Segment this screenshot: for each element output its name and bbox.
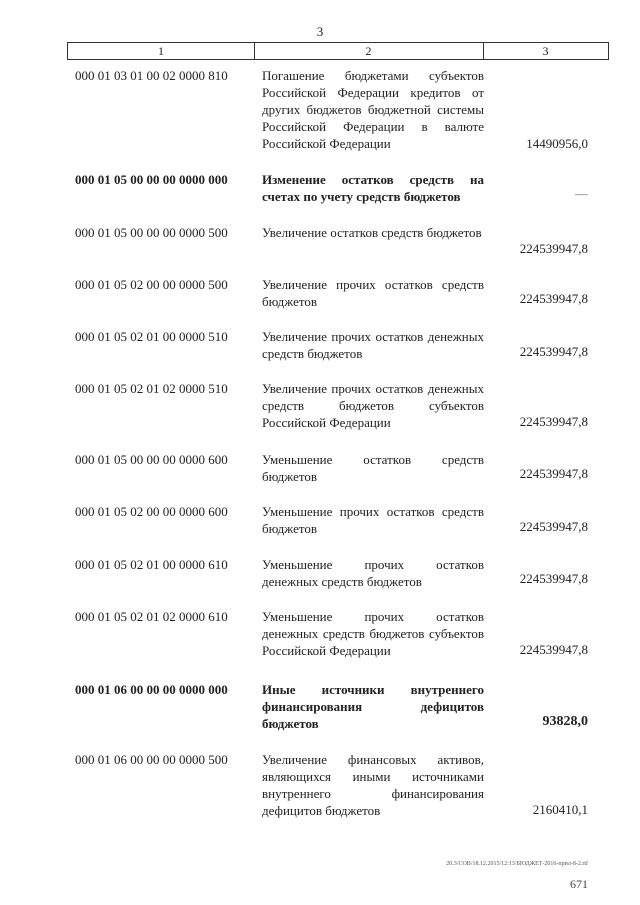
column-header-code: 1 [68, 43, 255, 59]
row-code: 000 01 05 02 01 02 0000 610 [75, 609, 228, 624]
row-description: Увеличение прочих остатков денежных средств бюджетов [262, 329, 484, 361]
row-amount: 224539947,8 [519, 291, 588, 306]
row-amount: 14490956,0 [526, 136, 588, 151]
row-amount: 224539947,8 [519, 571, 588, 586]
footer-page-number: 671 [570, 877, 588, 891]
row-amount: 224539947,8 [519, 241, 588, 256]
row-code: 000 01 05 02 00 00 0000 500 [75, 277, 228, 292]
row-description: Уменьшение прочих остатков средств бюджетов [262, 504, 484, 536]
row-code: 000 01 05 02 00 00 0000 600 [75, 504, 228, 519]
row-description: Уменьшение прочих остатков денежных средств бюджетов субъектов Российской Федерации [262, 609, 484, 658]
row-description: Уменьшение остатков средств бюджетов [262, 452, 484, 484]
row-description: Погашение бюджетами субъектов Российской Федерации кредитов от других бюджетов бюджетной системы Российской Федерации в валюте Российской Федерации [262, 68, 484, 151]
column-header-amount: 3 [542, 44, 549, 58]
column-header-description: 2 [254, 43, 484, 59]
row-code: 000 01 05 00 00 00 0000 000 [75, 172, 228, 187]
row-description: Увеличение финансовых активов, являющихся иными источниками внутреннего финансирования дефицитов бюджетов [262, 752, 484, 818]
row-amount: 2160410,1 [532, 802, 588, 817]
table-header [67, 42, 609, 60]
row-code: 000 01 05 02 01 00 0000 610 [75, 557, 228, 572]
row-code: 000 01 05 02 01 00 0000 510 [75, 329, 228, 344]
row-amount: 224539947,8 [519, 642, 588, 657]
row-code: 000 01 05 00 00 00 0000 500 [75, 225, 228, 240]
row-amount: 224539947,8 [519, 519, 588, 534]
row-code: 000 01 06 00 00 00 0000 500 [75, 752, 228, 767]
row-description: Увеличение прочих остатков денежных средств бюджетов субъектов Российской Федерации [262, 381, 484, 430]
row-amount: 93828,0 [542, 714, 588, 729]
row-amount: 224539947,8 [519, 466, 588, 481]
row-amount: — [575, 186, 588, 201]
row-description: Иные источники внутреннего финансирования дефицитов бюджетов [262, 682, 484, 731]
row-description: Изменение остатков средств на счетах по учету средств бюджетов [262, 172, 484, 204]
row-code: 000 01 05 00 00 00 0000 600 [75, 452, 228, 467]
row-description: Увеличение остатков средств бюджетов [262, 225, 482, 240]
row-code: 000 01 03 01 00 02 0000 810 [75, 68, 228, 83]
row-code: 000 01 05 02 01 02 0000 510 [75, 381, 228, 396]
footer-reference: 20.3/СОВ/18.12.2015/12:13/БЮДЖЕТ-2016-прил-8-2.rtf [446, 861, 588, 867]
page-number: 3 [316, 24, 324, 39]
row-amount: 224539947,8 [519, 414, 588, 429]
row-description: Увеличение прочих остатков средств бюджетов [262, 277, 484, 309]
row-amount: 224539947,8 [519, 344, 588, 359]
row-description: Уменьшение прочих остатков денежных средств бюджетов [262, 557, 484, 589]
row-code: 000 01 06 00 00 00 0000 000 [75, 682, 228, 697]
